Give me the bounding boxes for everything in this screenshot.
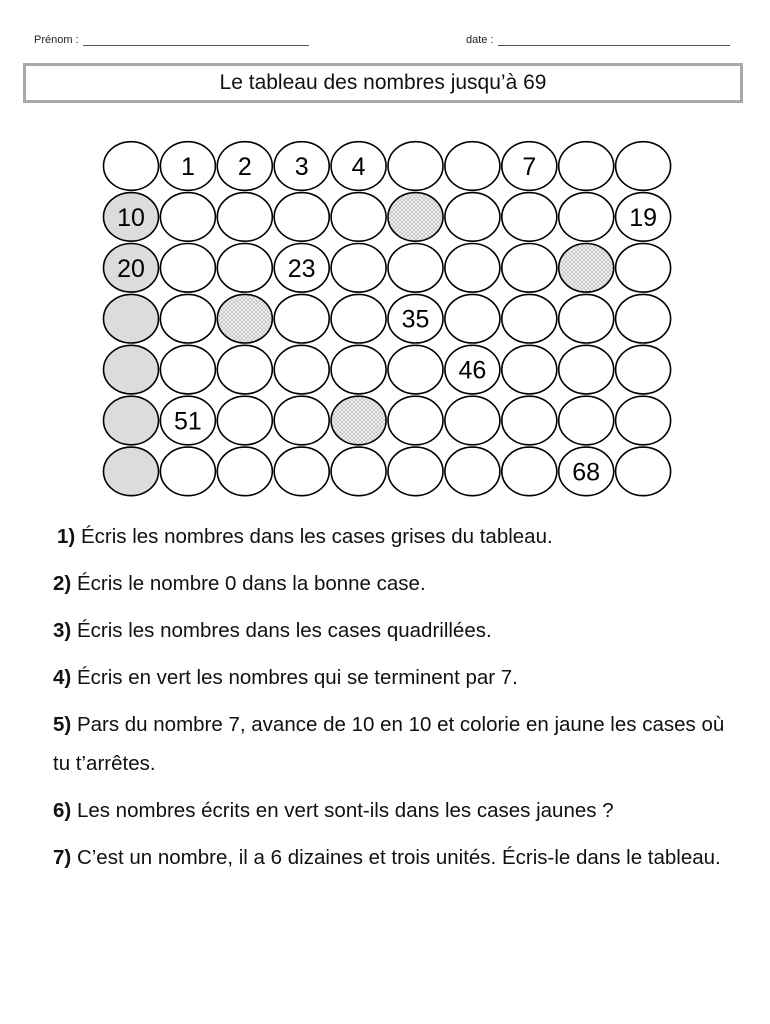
grid-cell-circle[interactable]	[331, 447, 386, 496]
grid-cell-circle[interactable]	[616, 447, 671, 496]
grid-cell-66[interactable]	[445, 447, 500, 496]
instruction-3	[53, 611, 733, 650]
grid-cell-circle[interactable]	[331, 243, 386, 292]
grid-cell-29[interactable]	[616, 243, 671, 292]
first-name-label: Prénom :	[34, 34, 79, 46]
instruction-number: 2)	[53, 572, 72, 595]
grid-cell-circle[interactable]	[388, 447, 443, 496]
instruction-text: C’est un nombre, il a 6 dizaines et trois unités. Écris-le dans le tableau.	[76, 846, 721, 869]
grid-cell-circle[interactable]	[160, 447, 215, 496]
grid-cell-circle[interactable]	[445, 294, 500, 343]
grid-cell-circle[interactable]	[160, 294, 215, 343]
grid-cell-68[interactable]	[559, 447, 614, 496]
grid-cell-circle[interactable]	[445, 243, 500, 292]
grid-cell-circle[interactable]	[616, 396, 671, 445]
grid-cell-25[interactable]	[388, 243, 443, 292]
grid-cell-34[interactable]	[331, 294, 386, 343]
grid-cell-52[interactable]	[217, 396, 272, 445]
grid-cell-circle[interactable]	[445, 447, 500, 496]
grid-cell-circle[interactable]	[388, 345, 443, 394]
grid-cell-45[interactable]	[388, 345, 443, 394]
grid-cell-10[interactable]	[104, 193, 159, 242]
grid-cell-50[interactable]	[104, 396, 159, 445]
grid-cell-15[interactable]	[388, 193, 443, 242]
grid-cell-2[interactable]	[217, 142, 272, 191]
grid-cell-16[interactable]	[445, 193, 500, 242]
grid-cell-circle[interactable]	[502, 396, 557, 445]
grid-cell-circle[interactable]	[445, 193, 500, 242]
grid-cell-56[interactable]	[445, 396, 500, 445]
grid-cell-number: 4	[351, 153, 366, 181]
grid-cell-circle[interactable]	[331, 294, 386, 343]
grid-cell-49[interactable]	[616, 345, 671, 394]
grid-cell-number: 68	[572, 458, 601, 487]
grid-cell-42[interactable]	[217, 345, 272, 394]
instruction-number: 6)	[53, 799, 72, 822]
grid-cell-circle[interactable]	[502, 243, 557, 292]
grid-cell-43[interactable]	[274, 345, 329, 394]
grid-cell-circle[interactable]	[217, 243, 272, 292]
grid-cell-69[interactable]	[616, 447, 671, 496]
grid-cell-circle[interactable]	[331, 396, 386, 445]
instruction-number: 3)	[53, 619, 72, 642]
grid-cell-28[interactable]	[559, 243, 614, 292]
instruction-text: Écris les nombres dans les cases quadrillées.	[76, 619, 492, 642]
grid-cell-32[interactable]	[217, 294, 272, 343]
grid-cell-65[interactable]	[388, 447, 443, 496]
grid-cell-27[interactable]	[502, 243, 557, 292]
grid-cell-3[interactable]	[274, 142, 329, 191]
grid-cell-circle[interactable]	[388, 193, 443, 242]
grid-cell-12[interactable]	[217, 193, 272, 242]
grid-cell-number: 19	[629, 203, 658, 232]
grid-cell-14[interactable]	[331, 193, 386, 242]
grid-cell-circle[interactable]	[616, 345, 671, 394]
grid-cell-39[interactable]	[616, 294, 671, 343]
grid-cell-5[interactable]	[388, 142, 443, 191]
instruction-4	[53, 658, 733, 697]
grid-cell-circle[interactable]	[217, 396, 272, 445]
grid-cell-circle[interactable]	[104, 447, 159, 496]
grid-cell-number: 10	[117, 203, 145, 232]
grid-cell-11[interactable]	[160, 193, 215, 242]
instruction-text: Écris le nombre 0 dans la bonne case.	[76, 572, 426, 595]
grid-cell-23[interactable]	[274, 243, 329, 292]
grid-cell-44[interactable]	[331, 345, 386, 394]
grid-cell-0[interactable]	[104, 142, 159, 191]
grid-cell-circle[interactable]	[160, 193, 215, 242]
grid-cell-circle[interactable]	[217, 193, 272, 242]
grid-cell-circle[interactable]	[445, 142, 500, 191]
instruction-1	[53, 517, 733, 556]
grid-cell-19[interactable]	[616, 193, 671, 242]
grid-cell-number: 3	[294, 153, 309, 181]
grid-cell-number: 23	[287, 254, 316, 283]
grid-cell-30[interactable]	[104, 294, 159, 343]
grid-cell-circle[interactable]	[559, 193, 614, 242]
grid-cell-circle[interactable]	[559, 396, 614, 445]
grid-cell-circle[interactable]	[559, 142, 614, 191]
instructions	[53, 517, 733, 885]
grid-cell-circle[interactable]	[331, 345, 386, 394]
grid-cell-circle[interactable]	[104, 142, 159, 191]
grid-cell-circle[interactable]	[616, 142, 671, 191]
grid-cell-circle[interactable]	[274, 193, 329, 242]
instruction-7	[53, 838, 733, 877]
grid-cell-24[interactable]	[331, 243, 386, 292]
grid-cell-circle[interactable]	[502, 345, 557, 394]
grid-cell-22[interactable]	[217, 243, 272, 292]
grid-cell-6[interactable]	[445, 142, 500, 191]
grid-cell-67[interactable]	[502, 447, 557, 496]
grid-cell-21[interactable]	[160, 243, 215, 292]
grid-cell-20[interactable]	[104, 243, 159, 292]
grid-cell-circle[interactable]	[616, 243, 671, 292]
grid-cell-circle[interactable]	[559, 243, 614, 292]
instruction-number: 7)	[53, 846, 72, 869]
grid-cell-47[interactable]	[502, 345, 557, 394]
grid-cell-circle[interactable]	[331, 193, 386, 242]
date-label: date :	[466, 34, 494, 46]
grid-cell-circle[interactable]	[445, 396, 500, 445]
instruction-number: 1)	[57, 525, 76, 548]
grid-cell-circle[interactable]	[217, 294, 272, 343]
grid-cell-circle[interactable]	[559, 294, 614, 343]
grid-cell-18[interactable]	[559, 193, 614, 242]
grid-cell-64[interactable]	[331, 447, 386, 496]
grid-cell-31[interactable]	[160, 294, 215, 343]
grid-cell-circle[interactable]	[274, 396, 329, 445]
grid-cell-1[interactable]	[160, 142, 215, 191]
grid-cell-number: 7	[522, 153, 537, 181]
grid-cell-circle[interactable]	[388, 142, 443, 191]
grid-cell-circle[interactable]	[388, 396, 443, 445]
grid-cell-51[interactable]	[160, 396, 215, 445]
grid-cell-number: 2	[237, 153, 252, 181]
grid-cell-37[interactable]	[502, 294, 557, 343]
grid-cell-57[interactable]	[502, 396, 557, 445]
grid-cell-circle[interactable]	[274, 447, 329, 496]
grid-cell-40[interactable]	[104, 345, 159, 394]
instruction-2	[53, 564, 733, 603]
grid-cell-38[interactable]	[559, 294, 614, 343]
grid-cell-circle[interactable]	[388, 243, 443, 292]
grid-cell-53[interactable]	[274, 396, 329, 445]
grid-cell-number: 51	[173, 407, 202, 436]
instruction-text: Pars du nombre 7, avance de 10 en 10 et colorie en jaune les cases où tu t’arrêtes.	[53, 713, 725, 775]
grid-cell-61[interactable]	[160, 447, 215, 496]
grid-cell-26[interactable]	[445, 243, 500, 292]
grid-cell-33[interactable]	[274, 294, 329, 343]
grid-cell-circle[interactable]	[104, 345, 159, 394]
grid-cell-58[interactable]	[559, 396, 614, 445]
grid-cell-number: 46	[458, 356, 487, 385]
grid-cell-41[interactable]	[160, 345, 215, 394]
instruction-5	[53, 705, 733, 783]
page-title: Le tableau des nombres jusqu’à 69	[219, 71, 547, 94]
grid-cell-number: 20	[117, 254, 145, 283]
grid-cell-circle[interactable]	[217, 447, 272, 496]
grid-cell-8[interactable]	[559, 142, 614, 191]
grid-cell-36[interactable]	[445, 294, 500, 343]
instruction-text: Écris en vert les nombres qui se terminent par 7.	[76, 666, 518, 689]
grid-cell-circle[interactable]	[104, 294, 159, 343]
grid-cell-circle[interactable]	[274, 345, 329, 394]
grid-cell-circle[interactable]	[160, 243, 215, 292]
grid-cell-7[interactable]	[502, 142, 557, 191]
grid-cell-59[interactable]	[616, 396, 671, 445]
grid-cell-46[interactable]	[445, 345, 500, 394]
grid-cell-48[interactable]	[559, 345, 614, 394]
grid-cell-circle[interactable]	[559, 345, 614, 394]
grid-cell-35[interactable]	[388, 294, 443, 343]
instruction-text: Les nombres écrits en vert sont-ils dans les cases jaunes ?	[76, 799, 614, 822]
grid-cell-62[interactable]	[217, 447, 272, 496]
grid-cell-circle[interactable]	[616, 294, 671, 343]
grid-cell-circle[interactable]	[502, 294, 557, 343]
grid-cell-13[interactable]	[274, 193, 329, 242]
grid-cell-circle[interactable]	[104, 396, 159, 445]
grid-cell-4[interactable]	[331, 142, 386, 191]
instruction-text: Écris les nombres dans les cases grises du tableau.	[80, 525, 553, 548]
grid-cell-circle[interactable]	[160, 345, 215, 394]
grid-cell-9[interactable]	[616, 142, 671, 191]
grid-cell-number: 1	[180, 153, 195, 181]
grid-cell-number: 35	[401, 305, 430, 334]
grid-cell-63[interactable]	[274, 447, 329, 496]
grid-cell-circle[interactable]	[217, 345, 272, 394]
grid-cell-17[interactable]	[502, 193, 557, 242]
grid-cell-circle[interactable]	[274, 294, 329, 343]
instruction-6	[53, 791, 733, 830]
instruction-number: 5)	[53, 713, 72, 736]
grid-cell-54[interactable]	[331, 396, 386, 445]
grid-cell-55[interactable]	[388, 396, 443, 445]
instruction-number: 4)	[53, 666, 72, 689]
grid-cell-circle[interactable]	[502, 193, 557, 242]
grid-cell-circle[interactable]	[502, 447, 557, 496]
grid-cell-60[interactable]	[104, 447, 159, 496]
